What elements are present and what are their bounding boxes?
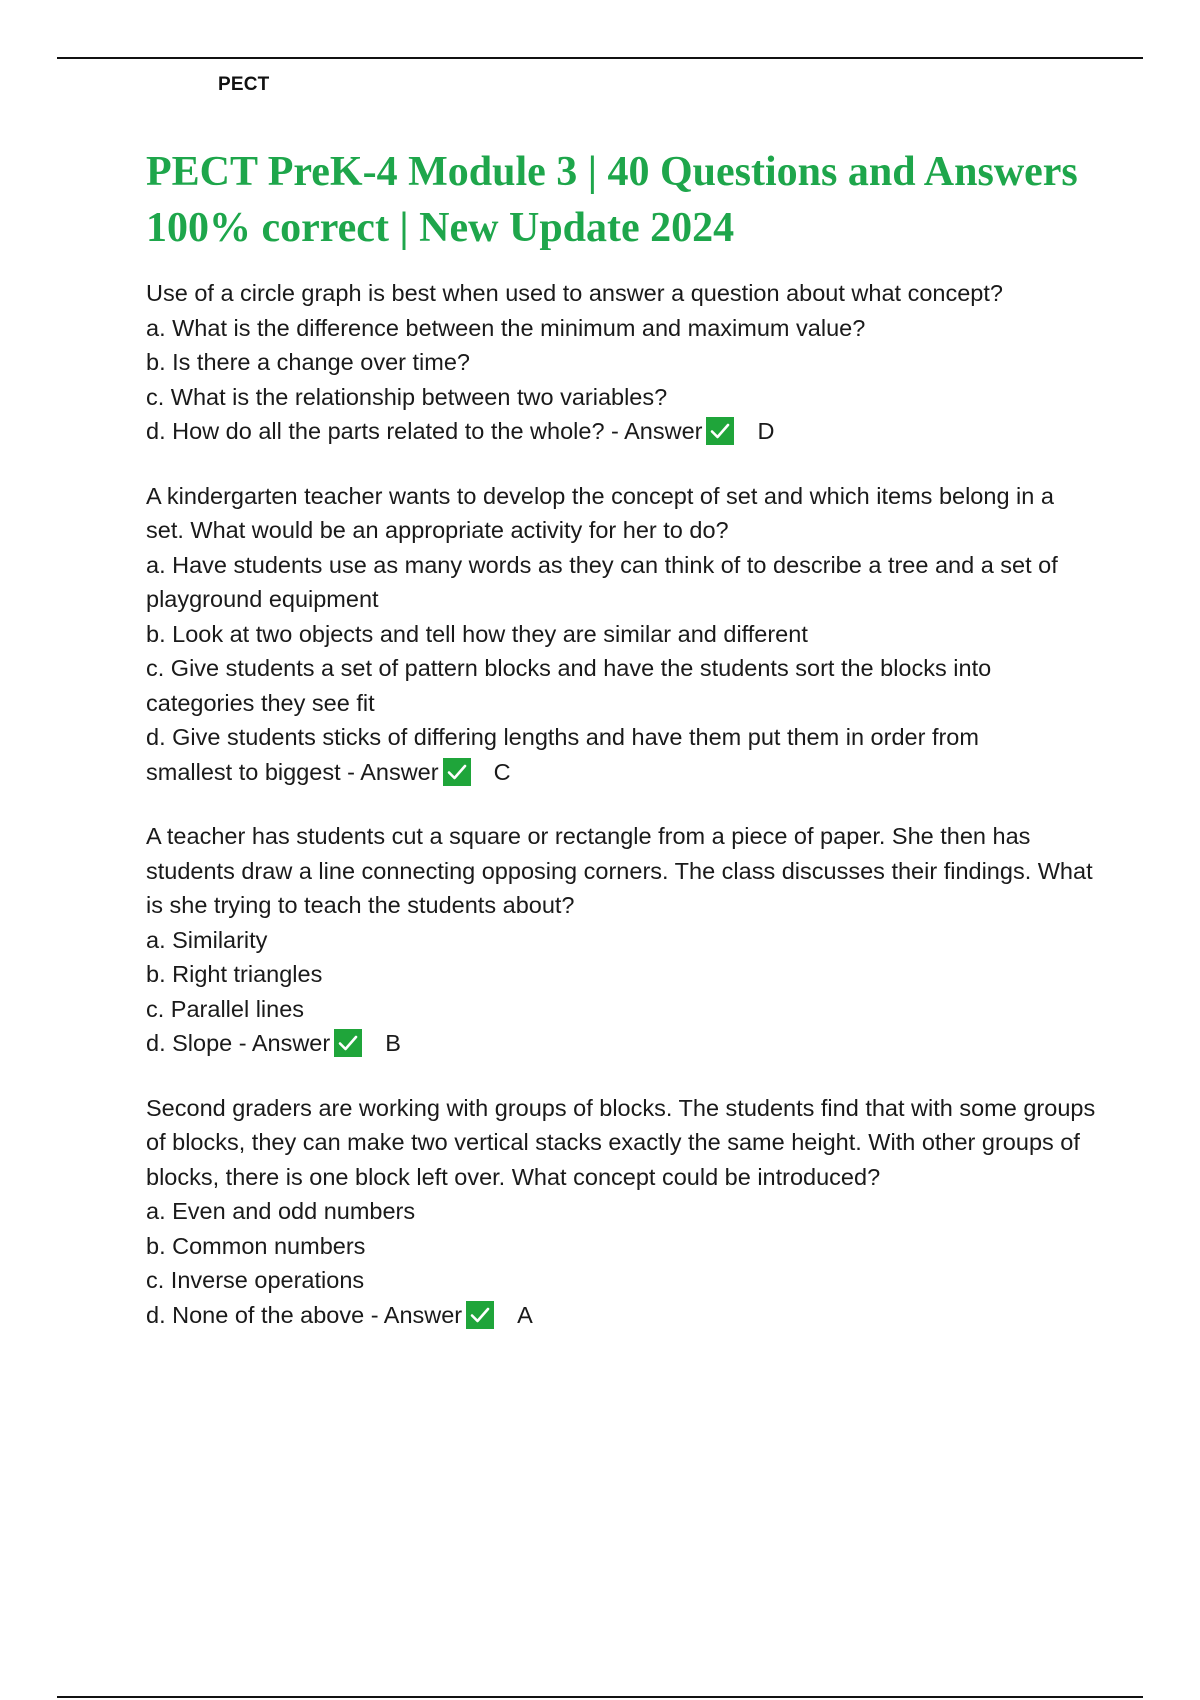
answer-option: d. Give students sticks of differing lengths and have them put them in order from bbox=[146, 724, 979, 750]
check-mark-box-icon bbox=[442, 757, 472, 787]
bottom-rule bbox=[57, 1696, 1143, 1698]
header-label: PECT bbox=[218, 74, 270, 95]
check-mark-box-icon bbox=[333, 1028, 363, 1058]
question-stem: Use of a circle graph is best when used to answer a question about what concept? bbox=[146, 280, 1003, 306]
correct-answer-letter: A bbox=[517, 1301, 533, 1328]
answer-option: b. Is there a change over time? bbox=[146, 349, 470, 375]
answer-option-with-key bbox=[146, 1298, 1096, 1333]
answer-option-with-key bbox=[146, 755, 1096, 790]
correct-answer-letter: C bbox=[493, 758, 511, 785]
question-block bbox=[146, 479, 1096, 790]
answer-option-with-key bbox=[146, 414, 1096, 449]
check-mark-box-icon bbox=[465, 1300, 495, 1330]
answer-option: a. Similarity bbox=[146, 926, 268, 953]
correct-answer-letter: D bbox=[757, 418, 775, 444]
document-body bbox=[146, 144, 1096, 1362]
answer-option: b. Right triangles bbox=[146, 961, 323, 987]
answer-option: c. Give students a set of pattern blocks and have the students sort the blocks into categories they see fit bbox=[146, 655, 992, 716]
question-block bbox=[146, 819, 1096, 1061]
document-title: PECT PreK-4 Module 3 | 40 Questions and Answers 100% correct | New Update 2024 bbox=[146, 149, 1078, 251]
question-stem: A teacher has students cut a square or rectangle from a piece of paper. She then has students draw a line connecting opposing corners. The class discusses their findings. What is she trying to teach the students about? bbox=[146, 823, 1093, 918]
answer-option: a. Have students use as many words as they can think of to describe a tree and a set of playground equipment bbox=[146, 551, 1058, 612]
answer-option-text: d. How do all the parts related to the whole? - Answer bbox=[146, 418, 703, 444]
check-mark-box-icon bbox=[705, 416, 735, 446]
question-list bbox=[146, 276, 1096, 1332]
answer-option: c. What is the relationship between two variables? bbox=[146, 383, 668, 410]
answer-option: c. Parallel lines bbox=[146, 995, 305, 1022]
answer-option-text: d. None of the above - Answer bbox=[146, 1301, 463, 1328]
answer-option: b. Look at two objects and tell how they are similar and different bbox=[146, 620, 808, 647]
answer-option: b. Common numbers bbox=[146, 1232, 366, 1259]
correct-answer-letter: B bbox=[385, 1030, 401, 1056]
answer-option-text: d. Slope - Answer bbox=[146, 1030, 331, 1056]
answer-option: c. Inverse operations bbox=[146, 1267, 365, 1293]
question-block bbox=[146, 1091, 1096, 1333]
answer-option: a. Even and odd numbers bbox=[146, 1198, 416, 1224]
question-stem: A kindergarten teacher wants to develop the concept of set and which items belong in a set. What would be an appropriate activity for her to do? bbox=[146, 482, 1054, 543]
question-block bbox=[146, 276, 1096, 449]
top-rule bbox=[57, 57, 1143, 59]
question-stem: Second graders are working with groups of blocks. The students find that with some groups of blocks, they can make two vertical stacks exactly the same height. With other groups of blocks, there is one block left over. What concept could be introduced? bbox=[146, 1094, 1096, 1190]
answer-option: a. What is the difference between the minimum and maximum value? bbox=[146, 314, 866, 341]
answer-option-with-key bbox=[146, 1026, 1096, 1061]
answer-option-text: smallest to biggest - Answer bbox=[146, 758, 439, 785]
